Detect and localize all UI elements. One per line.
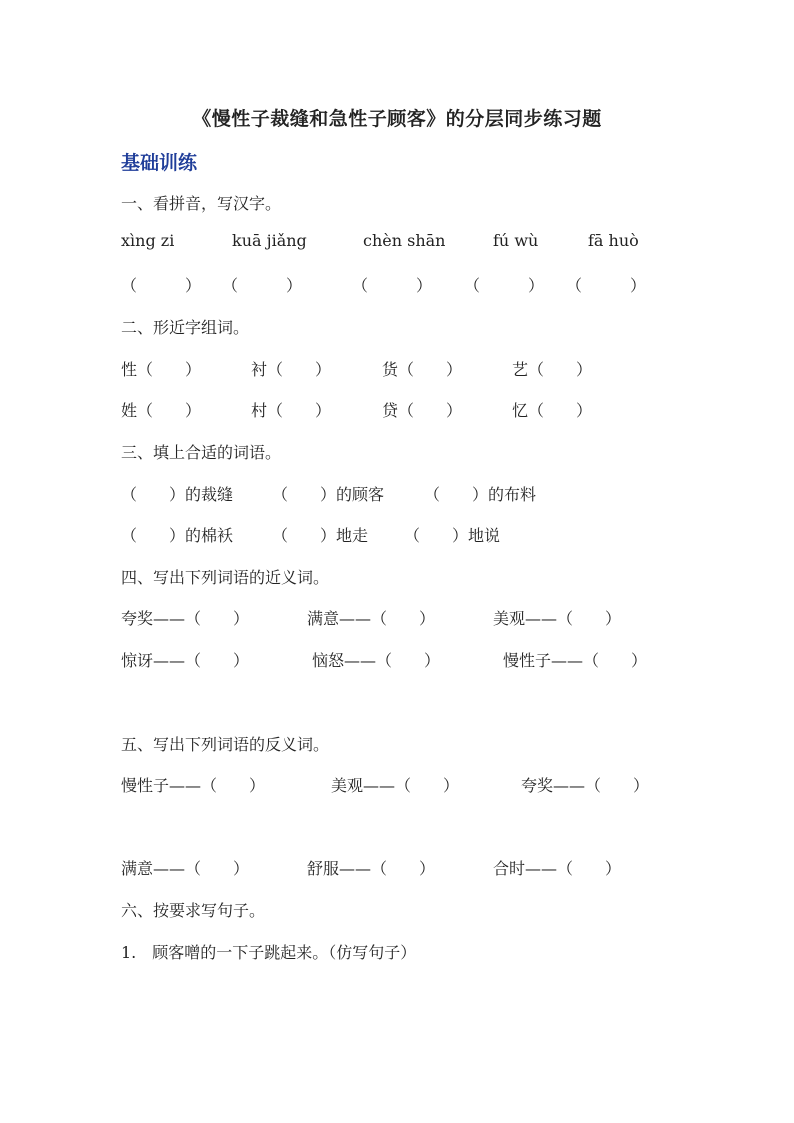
question-6-heading: 六、按要求写句子。 [121, 901, 266, 920]
answer-blank-5[interactable]: （ ） [566, 276, 647, 295]
word-item[interactable]: （ ）的棉袄 [121, 526, 234, 545]
word-item[interactable]: 衬（ ） [251, 360, 332, 379]
word-item[interactable]: （ ）地说 [404, 526, 501, 545]
word-item[interactable]: 美观——（ ） [331, 776, 460, 795]
page-title: 《慢性子裁缝和急性子顾客》的分层同步练习题 [192, 108, 602, 130]
question-3-heading: 三、填上合适的词语。 [121, 443, 282, 462]
question-2-heading: 二、形近字组词。 [121, 318, 250, 337]
section-heading: 基础训练 [121, 152, 198, 174]
word-item[interactable]: （ ）的顾客 [272, 485, 385, 504]
word-item[interactable]: 满意——（ ） [307, 609, 436, 628]
question-5-heading: 五、写出下列词语的反义词。 [121, 735, 330, 754]
pinyin-2: kuā jiǎng [232, 231, 307, 250]
word-item[interactable]: 舒服——（ ） [307, 859, 436, 878]
word-item[interactable]: （ ）地走 [272, 526, 369, 545]
word-item[interactable]: 合时——（ ） [493, 859, 622, 878]
word-item[interactable]: （ ）的布料 [424, 485, 537, 504]
word-item[interactable]: 忆（ ） [512, 401, 593, 420]
word-item[interactable]: 姓（ ） [121, 401, 202, 420]
answer-blank-4[interactable]: （ ） [464, 276, 545, 295]
word-item[interactable]: 惊讶——（ ） [121, 651, 250, 670]
word-item[interactable]: 慢性子——（ ） [503, 651, 648, 670]
answer-blank-1[interactable]: （ ） [121, 276, 202, 295]
word-item[interactable]: 货（ ） [382, 360, 463, 379]
word-item[interactable]: 慢性子——（ ） [121, 776, 266, 795]
question-4-heading: 四、写出下列词语的近义词。 [121, 568, 330, 587]
pinyin-1: xìng zi [121, 231, 175, 250]
word-item[interactable]: （ ）的裁缝 [121, 485, 234, 504]
word-item[interactable]: 性（ ） [121, 360, 202, 379]
sentence-task-1: 1. 顾客噌的一下子跳起来。（仿写句子） [121, 943, 417, 962]
word-item[interactable]: 村（ ） [251, 401, 332, 420]
word-item[interactable]: 艺（ ） [512, 360, 593, 379]
word-item[interactable]: 满意——（ ） [121, 859, 250, 878]
answer-blank-2[interactable]: （ ） [222, 276, 303, 295]
answer-blank-3[interactable]: （ ） [352, 276, 433, 295]
word-item[interactable]: 夸奖——（ ） [121, 609, 250, 628]
word-item[interactable]: 恼怒——（ ） [312, 651, 441, 670]
word-item[interactable]: 夸奖——（ ） [521, 776, 650, 795]
pinyin-4: fú wù [493, 231, 539, 250]
word-item[interactable]: 美观——（ ） [493, 609, 622, 628]
pinyin-3: chèn shān [363, 231, 446, 250]
pinyin-5: fā huò [588, 231, 639, 250]
word-item[interactable]: 贷（ ） [382, 401, 463, 420]
question-1-heading: 一、看拼音，写汉字。 [121, 194, 282, 213]
